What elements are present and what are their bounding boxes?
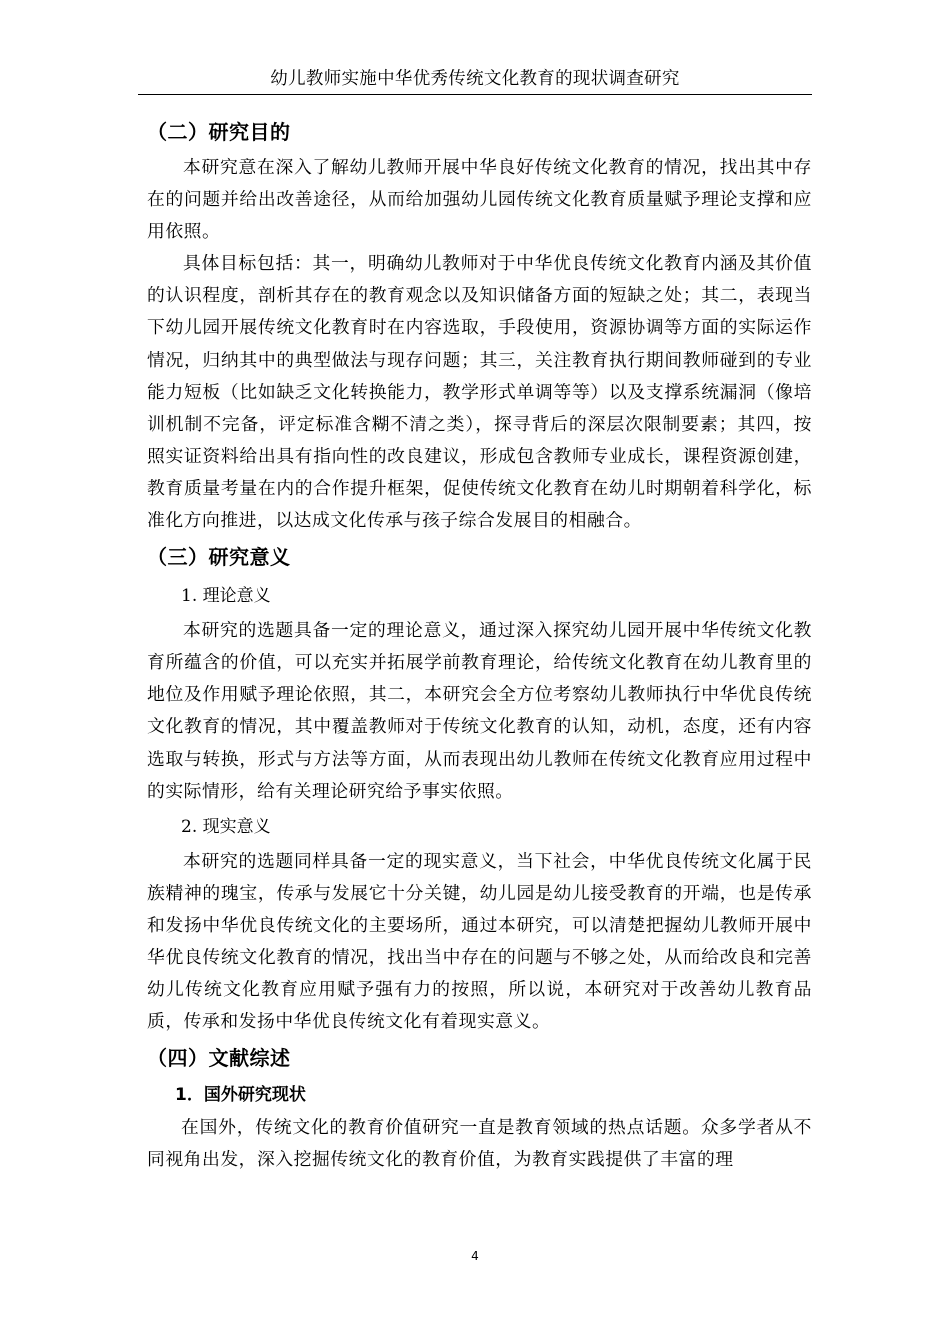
section-heading-significance: （三）研究意义 bbox=[147, 545, 291, 570]
header-title: 幼儿教师实施中华优秀传统文化教育的现状调查研究 bbox=[270, 69, 680, 89]
practice-paragraph: 本研究的选题同样具备一定的现实意义，当下社会，中华优良传统文化属于民族精神的瑰宝，传承与发展它十分关键，幼儿园是幼儿接受教育的开端，也是传承和发扬中华优良传统文化的主要场所，通过本研究，可以清楚把握幼儿教师开展中华优良传统文化教育的情况，找出当中存在的问题与不够之处，从而给改良和完善幼儿传统文化教育应用赋予强有力的按照，所以说，本研究对于改善幼儿教育品质，传承和发扬中华优良传统文化有着现实意义。 bbox=[147, 850, 812, 1033]
page-header bbox=[138, 62, 812, 95]
subheading-practice: 2. 现实意义 bbox=[181, 816, 271, 837]
subheading-theory: 1. 理论意义 bbox=[181, 586, 271, 607]
foreign-research-paragraph: 在国外，传统文化的教育价值研究一直是教育领域的热点话题。众多学者从不同视角出发，深入挖掘传统文化的教育价值，为教育实践提供了丰富的理 bbox=[147, 1117, 812, 1171]
document-body bbox=[147, 112, 812, 1176]
purpose-paragraph-1: 本研究意在深入了解幼儿教师开展中华良好传统文化教育的情况，找出其中存在的问题并给出改善途径，从而给加强幼儿园传统文化教育质量赋予理论支撑和应用依照。 bbox=[147, 157, 812, 243]
section-heading-purpose: （二）研究目的 bbox=[147, 120, 291, 144]
page-number: 4 bbox=[471, 1249, 479, 1263]
theory-paragraph: 本研究的选题具备一定的理论意义，通过深入探究幼儿园开展中华传统文化教育所蕴含的价值，可以充实并拓展学前教育理论，给传统文化教育在幼儿教育里的地位及作用赋予理论依照，其二，本研究会全方位考察幼儿教师执行中华优良传统文化教育的情况，其中覆盖教师对于传统文化教育的认知，动机，态度，还有内容选取与转换，形式与方法等方面，从而表现出幼儿教师在传统文化教育应用过程中的实际情形，给有关理论研究给予事实依照。 bbox=[147, 620, 812, 802]
purpose-paragraph-2: 具体目标包括：其一，明确幼儿教师对于中华优良传统文化教育内涵及其价值的认识程度，剖析其存在的教育观念以及知识储备方面的短缺之处；其二，表现当下幼儿园开展传统文化教育时在内容选取，手段使用，资源协调等方面的实际运作情况，归纳其中的典型做法与现存问题；其三，关注教育执行期间教师碰到的专业能力短板（比如缺乏文化转换能力，教学形式单调等等）以及支撑系统漏洞（像培训机制不完备，评定标准含糊不清之类），探寻背后的深层次限制要素；其四，按照实证资料给出具有指向性的改良建议，形成包含教师专业成长，课程资源创建，教育质量考量在内的合作提升框架，促使传统文化教育在幼儿时期朝着科学化，标准化方向推进，以达成文化传承与孩子综合发展目的相融合。 bbox=[147, 253, 812, 532]
section-heading-literature: （四）文献综述 bbox=[147, 1046, 291, 1071]
subheading-foreign-research: 1．国外研究现状 bbox=[175, 1085, 306, 1106]
